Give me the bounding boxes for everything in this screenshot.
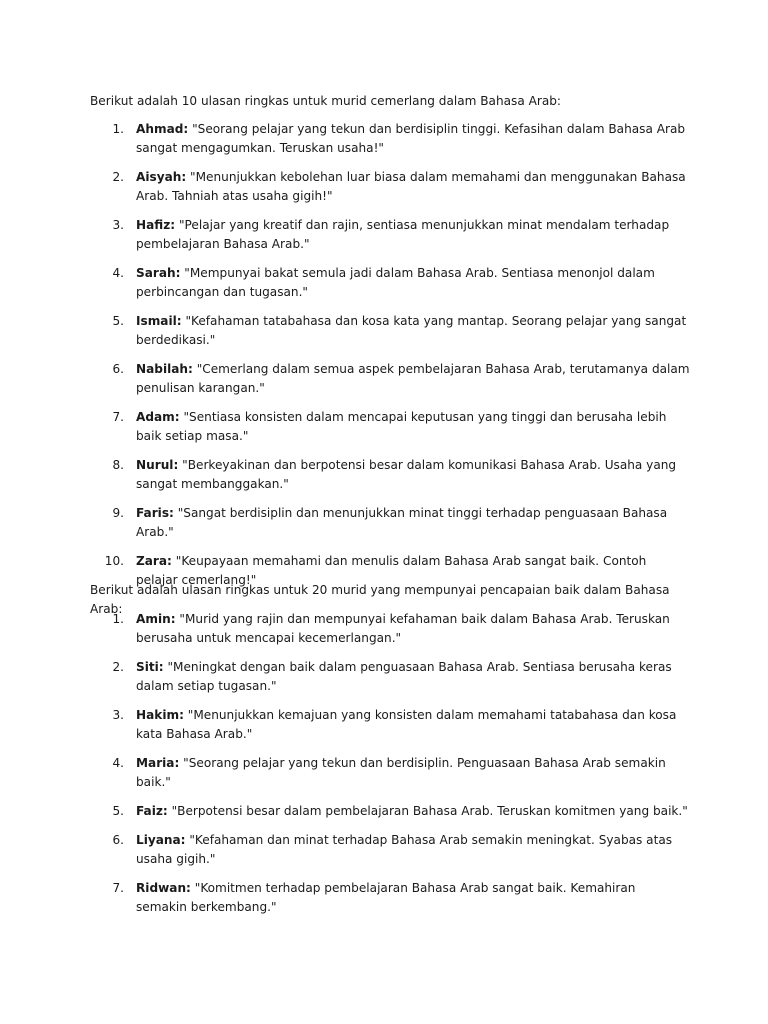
- list-item: [90, 216, 690, 254]
- review-text: "Cemerlang dalam semua aspek pembelajaran Bahasa Arab, terutamanya dalam penulisan karangan.": [136, 362, 690, 395]
- student-name: Ahmad:: [136, 122, 189, 136]
- review-text: "Berpotensi besar dalam pembelajaran Bahasa Arab. Teruskan komitmen yang baik.": [167, 804, 688, 818]
- item-number: 1.: [112, 122, 124, 136]
- list-item: [90, 754, 690, 792]
- review-text: "Keupayaan memahami dan menulis dalam Bahasa Arab sangat baik. Contoh pelajar cemerlang!": [136, 554, 647, 587]
- list-item: [90, 831, 690, 869]
- review-text: "Meningkat dengan baik dalam penguasaan Bahasa Arab. Sentiasa berusaha keras dalam setiap tugasan.": [136, 660, 672, 693]
- list-item: [90, 879, 690, 917]
- section2-intro: Berikut adalah ulasan ringkas untuk 20 murid yang mempunyai pencapaian baik dalam Bahasa Arab:: [90, 583, 670, 616]
- student-name: Liyana:: [136, 833, 186, 847]
- item-number: 4.: [112, 756, 124, 770]
- item-number: 6.: [112, 362, 124, 376]
- review-text: "Kefahaman tatabahasa dan kosa kata yang mantap. Seorang pelajar yang sangat berdedikasi.": [136, 314, 687, 347]
- good-students-list: [90, 610, 690, 927]
- student-name: Sarah:: [136, 266, 181, 280]
- student-name: Ridwan:: [136, 881, 191, 895]
- excellent-students-list: [90, 120, 690, 600]
- student-name: Hakim:: [136, 708, 184, 722]
- list-item: [90, 456, 690, 494]
- list-item: [90, 610, 690, 648]
- item-number: 8.: [112, 458, 124, 472]
- item-number: 3.: [112, 218, 124, 232]
- section1-intro: Berikut adalah 10 ulasan ringkas untuk murid cemerlang dalam Bahasa Arab:: [90, 94, 561, 108]
- student-name: Nabilah:: [136, 362, 193, 376]
- review-text: "Komitmen terhadap pembelajaran Bahasa Arab sangat baik. Kemahiran semakin berkembang.": [136, 881, 636, 914]
- item-number: 10.: [104, 554, 124, 568]
- review-text: "Sangat berdisiplin dan menunjukkan minat tinggi terhadap penguasaan Bahasa Arab.": [136, 506, 668, 539]
- review-text: "Seorang pelajar yang tekun dan berdisiplin. Penguasaan Bahasa Arab semakin baik.": [136, 756, 666, 789]
- item-number: 6.: [112, 833, 124, 847]
- list-item: [90, 408, 690, 446]
- review-text: "Sentiasa konsisten dalam mencapai keputusan yang tinggi dan berusaha lebih baik setiap masa.": [136, 410, 667, 443]
- student-name: Hafiz:: [136, 218, 176, 232]
- student-name: Zara:: [136, 554, 172, 568]
- list-item: [90, 264, 690, 302]
- item-number: 4.: [112, 266, 124, 280]
- item-number: 2.: [112, 170, 124, 184]
- review-text: "Menunjukkan kemajuan yang konsisten dalam memahami tatabahasa dan kosa kata Bahasa Arab.": [136, 708, 677, 741]
- review-text: "Murid yang rajin dan mempunyai kefahaman baik dalam Bahasa Arab. Teruskan berusaha untuk mencapai kecemerlangan.": [136, 612, 670, 645]
- list-item: [90, 658, 690, 696]
- student-name: Nurul:: [136, 458, 179, 472]
- student-name: Faris:: [136, 506, 174, 520]
- item-number: 5.: [112, 314, 124, 328]
- review-text: "Seorang pelajar yang tekun dan berdisiplin tinggi. Kefasihan dalam Bahasa Arab sangat mengagumkan. Teruskan usaha!": [136, 122, 686, 155]
- item-number: 1.: [112, 612, 124, 626]
- list-item: [90, 360, 690, 398]
- list-item: [90, 802, 690, 821]
- student-name: Amin:: [136, 612, 176, 626]
- review-text: "Kefahaman dan minat terhadap Bahasa Arab semakin meningkat. Syabas atas usaha gigih.": [136, 833, 673, 866]
- student-name: Adam:: [136, 410, 180, 424]
- student-name: Aisyah:: [136, 170, 187, 184]
- student-name: Siti:: [136, 660, 164, 674]
- item-number: 3.: [112, 708, 124, 722]
- student-name: Faiz:: [136, 804, 168, 818]
- item-number: 2.: [112, 660, 124, 674]
- review-text: "Menunjukkan kebolehan luar biasa dalam memahami dan menggunakan Bahasa Arab. Tahniah atas usaha gigih!": [136, 170, 686, 203]
- item-number: 7.: [112, 410, 124, 424]
- item-number: 9.: [112, 506, 124, 520]
- review-text: "Mempunyai bakat semula jadi dalam Bahasa Arab. Sentiasa menonjol dalam perbincangan dan tugasan.": [136, 266, 655, 299]
- list-item: [90, 706, 690, 744]
- list-item: [90, 168, 690, 206]
- review-text: "Pelajar yang kreatif dan rajin, sentiasa menunjukkan minat mendalam terhadap pembelajaran Bahasa Arab.": [136, 218, 670, 251]
- list-item: [90, 504, 690, 542]
- list-item: [90, 312, 690, 350]
- item-number: 5.: [112, 804, 124, 818]
- review-text: "Berkeyakinan dan berpotensi besar dalam komunikasi Bahasa Arab. Usaha yang sangat membanggakan.": [136, 458, 677, 491]
- list-item: [90, 120, 690, 158]
- item-number: 7.: [112, 881, 124, 895]
- student-name: Ismail:: [136, 314, 182, 328]
- student-name: Maria:: [136, 756, 180, 770]
